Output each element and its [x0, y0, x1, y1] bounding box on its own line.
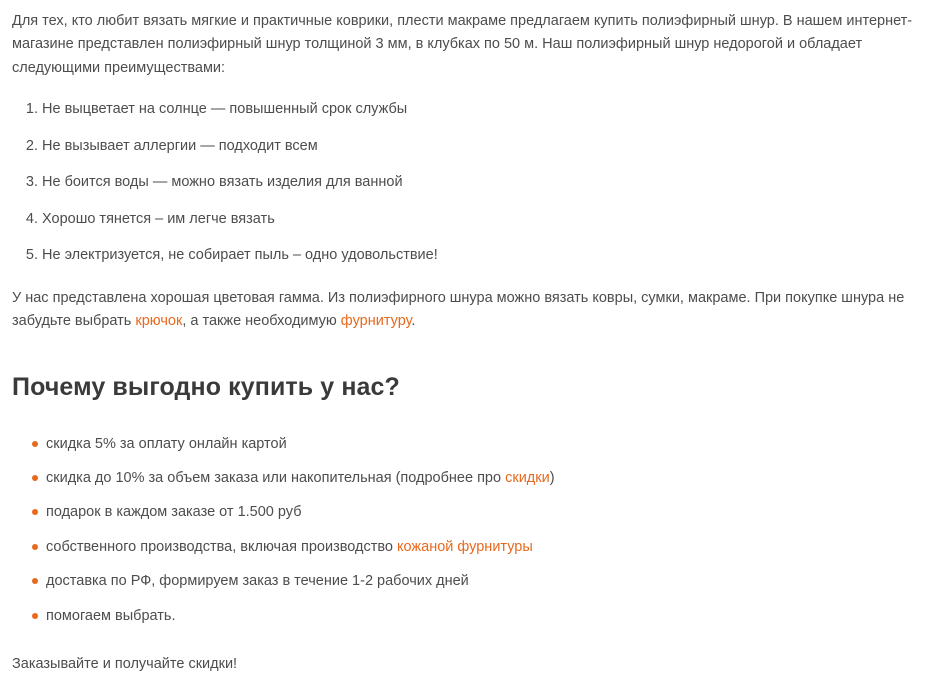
list-item	[32, 467, 927, 489]
palette-text-part1: У нас представлена хорошая цветовая гамма. Из полиэфирного шнура можно вязать ковры, сумки, макраме. При покупке шнура не забудьте выбрать	[12, 289, 905, 330]
list-item	[32, 501, 927, 523]
benefit-text-part1: скидка 5% за оплату онлайн картой	[46, 435, 287, 452]
list-item	[32, 605, 927, 627]
benefit-text-part1: скидка до 10% за объем заказа или накопительная (подробнее про	[46, 469, 506, 486]
benefit-text-part1: помогаем выбрать.	[46, 607, 176, 624]
list-item: Не электризуется, не собирает пыль – одно удовольствие!	[42, 247, 438, 264]
benefit-text-part1: собственного производства, включая производство	[46, 538, 398, 555]
benefit-text-part1: доставка по РФ, формируем заказ в течение 1-2 рабочих дней	[46, 573, 469, 590]
intro-paragraph: Для тех, кто любит вязать мягкие и практичные коврики, плести макраме предлагаем купить полиэфирный шнур. В нашем интернет-магазине представлен полиэфирный шнур толщиной 3 мм, в клубках по 50 м. Наш полиэфирный шнур недорогой и обладает следующими преимуществами:	[12, 13, 913, 76]
list-item	[32, 536, 927, 558]
discounts-link[interactable]: скидки	[505, 469, 550, 486]
closing-paragraph: Заказывайте и получайте скидки!	[12, 656, 238, 673]
palette-text-part3: .	[411, 313, 416, 330]
benefit-text-part1: подарок в каждом заказе от 1.500 руб	[46, 504, 302, 521]
list-item	[32, 433, 927, 455]
advantages-list	[12, 98, 927, 266]
palette-paragraph	[12, 287, 927, 334]
list-item: Не боится воды — можно вязать изделия для ванной	[42, 174, 403, 191]
page-title: Почему выгодно купить у нас?	[12, 372, 400, 401]
leather-fittings-link[interactable]: кожаной фурнитуры	[397, 538, 533, 555]
palette-text-part2: , а также необходимую	[182, 313, 341, 330]
list-item: Не выцветает на солнце — повышенный срок службы	[42, 101, 408, 118]
list-item: Не вызывает аллергии — подходит всем	[42, 137, 318, 154]
benefit-text-part2: )	[549, 469, 555, 486]
list-item	[32, 570, 927, 592]
list-item: Хорошо тянется – им легче вязать	[42, 210, 275, 227]
fittings-link[interactable]: фурнитуру	[340, 313, 412, 330]
hook-link[interactable]: крючок	[135, 313, 183, 330]
benefits-list	[12, 433, 927, 628]
